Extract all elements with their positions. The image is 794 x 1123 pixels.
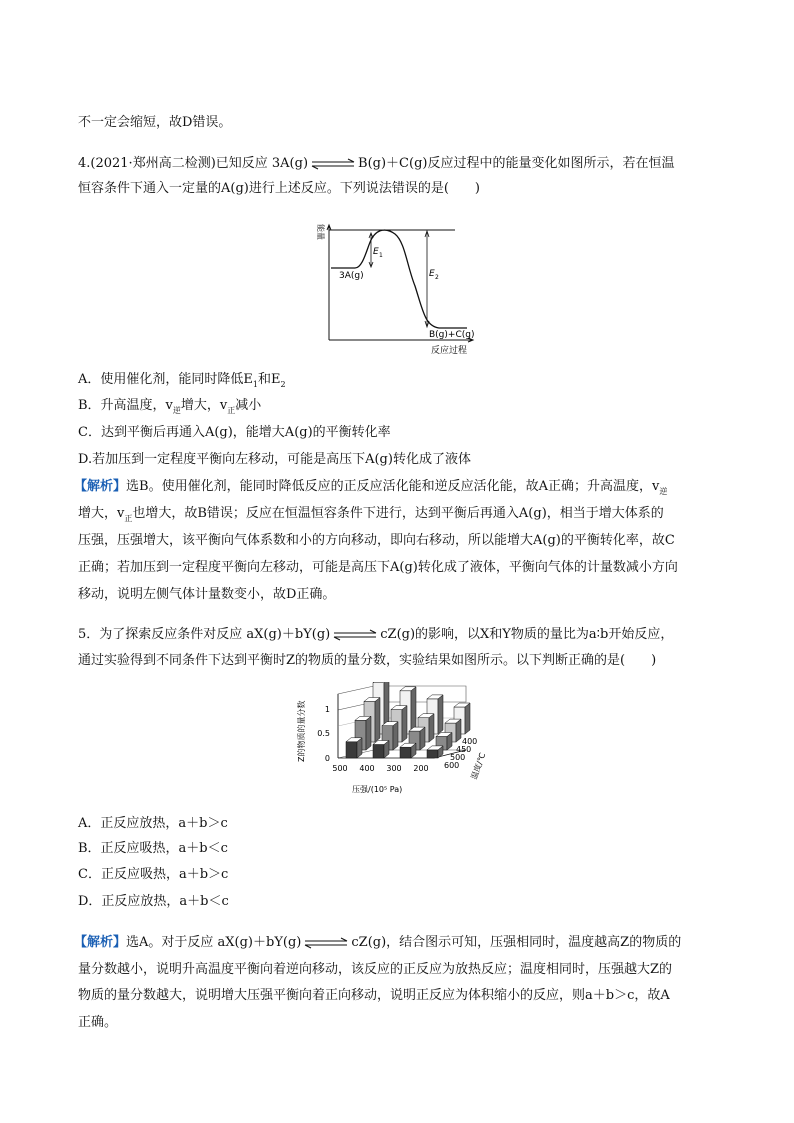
option-text: 减小 — [235, 398, 262, 413]
product-label: B(g)+C(g) — [429, 330, 475, 340]
q5-analysis-1 — [74, 934, 681, 952]
y-tick-label: 0.5 — [317, 729, 330, 738]
reactant-label: 3A(g) — [339, 271, 364, 281]
q5-option-b: B．正反应吸热，a＋b＜c — [78, 841, 228, 856]
z-tick-label: 450 — [456, 745, 472, 754]
bar-600-400 — [373, 741, 389, 759]
q4-analysis-5: 移动，说明左侧气体计量数变小，故D正确。 — [78, 587, 336, 602]
energy-diagram — [315, 216, 485, 362]
bar-600-300 — [400, 743, 416, 758]
q5-stem-part: cZ(g)的影响，以X和Y物质的量比为a∶b开始反应， — [380, 627, 674, 642]
bar-600-500 — [346, 738, 362, 758]
e2-sub: 2 — [435, 274, 439, 281]
subscript: 逆 — [659, 487, 668, 496]
q4-analysis-2 — [78, 505, 664, 524]
analysis-text: 选B。使用催化剂，能同时降低反应的正反应活化能和逆反应活化能，故A正确；升高温度，v — [126, 479, 660, 494]
q4-stem-part: 4.(2021·郑州高二检测)已知反应 3A(g) — [78, 156, 309, 171]
z-axis-label: 温度/℃ — [469, 751, 488, 781]
option-text: 增大，v — [180, 398, 228, 413]
q4-option-d: D.若加压到一定程度平衡向左移动，可能是高压下A(g)转化成了液体 — [78, 452, 471, 467]
z-tick-label: 500 — [450, 753, 466, 762]
analysis-text: 增大，v — [78, 506, 125, 521]
bar-chart-3d — [296, 682, 502, 804]
y-axis-label: 能量 — [316, 224, 325, 240]
q4-stem-part: B(g)＋C(g)反应过程中的能量变化如图所示，若在恒温 — [358, 156, 675, 171]
subscript: 2 — [280, 380, 286, 389]
question-4-stem-2: 恒容条件下通入一定量的A(g)进行上述反应。下列说法错误的是( ) — [78, 181, 480, 196]
analysis-text: cZ(g)，结合图示可知，压强相同时，温度越高Z的物质的 — [351, 935, 682, 950]
x-tick-label: 300 — [386, 764, 402, 773]
q4-analysis-4: 正确；若加压到一定程度平衡向左移动，可能是高压下A(g)转化成了液体，平衡向气体的计量数减小方向 — [78, 560, 678, 575]
e2-label: E — [429, 269, 435, 279]
question-4-stem — [78, 155, 674, 173]
equilibrium-arrow-icon — [310, 158, 356, 170]
analysis-text: 选A。对于反应 aX(g)＋bY(g) — [126, 935, 302, 950]
equilibrium-arrow-icon — [303, 937, 349, 949]
e1-sub: 1 — [379, 252, 383, 259]
y-axis-label: Z的物质的量分数 — [297, 700, 306, 762]
analysis-text: 也增大，故B错误；反应在恒温恒容条件下进行，达到平衡后再通入A(g)，相当于增大体系的 — [132, 506, 664, 521]
x-axis-label: 压强/(10⁵ Pa) — [352, 785, 403, 794]
analysis-tag: 【解析】 — [74, 479, 127, 494]
q5-analysis-3: 物质的量分数越大，说明增大压强平衡向着正向移动，说明正反应为体积缩小的反应，则a＋b＞c，故A — [78, 988, 670, 1003]
option-text: A．使用催化剂，能同时降低E — [78, 372, 253, 387]
subscript: 逆 — [172, 406, 181, 415]
analysis-tag: 【解析】 — [74, 935, 127, 950]
q4-analysis-1 — [74, 478, 667, 497]
q5-analysis-4: 正确。 — [78, 1015, 118, 1030]
e1-label: E — [373, 247, 379, 257]
y-tick-label: 0 — [324, 754, 330, 763]
q5-option-c: C．正反应吸热，a＋b＞c — [78, 867, 229, 882]
subscript: 正 — [227, 406, 236, 415]
subscript: 正 — [124, 514, 133, 523]
q4-option-c: C．达到平衡后再通入A(g)，能增大A(g)的平衡转化率 — [78, 425, 391, 440]
subscript: 1 — [252, 380, 258, 389]
q5-analysis-2: 量分数越小，说明升高温度平衡向着逆向移动，该反应的正反应为放热反应；温度相同时，压强越大Z的 — [78, 962, 673, 977]
y-tick-label: 1 — [324, 705, 330, 714]
question-5-stem-2: 通过实验得到不同条件下达到平衡时Z的物质的量分数，实验结果如图所示。以下判断正确的是( ) — [78, 653, 657, 668]
x-tick-label: 200 — [413, 764, 429, 773]
q4-analysis-3: 压强，压强增大，该平衡向气体系数和小的方向移动，即向右移动，所以能增大A(g)的平衡转化率，故C — [78, 533, 675, 548]
q4-option-b — [78, 397, 261, 416]
question-5-stem — [78, 626, 673, 644]
q4-option-a — [78, 371, 286, 390]
x-tick-label: 500 — [332, 764, 348, 773]
x-tick-label: 400 — [359, 764, 375, 773]
z-tick-label: 400 — [462, 737, 478, 746]
q5-stem-part: 5．为了探索反应条件对反应 aX(g)＋bY(g) — [78, 627, 331, 642]
text-line: 不一定会缩短，故D错误。 — [78, 115, 232, 130]
x-axis-label: 反应过程 — [431, 346, 468, 356]
z-tick-label: 600 — [444, 761, 460, 770]
q5-option-d: D．正反应放热，a＋b＜c — [78, 894, 229, 909]
option-text: B．升高温度，v — [78, 398, 173, 413]
bar-600-200 — [427, 746, 443, 758]
q5-option-a: A．正反应放热，a＋b＞c — [78, 816, 228, 831]
equilibrium-arrow-icon — [332, 629, 378, 641]
option-text: 和E — [257, 372, 281, 387]
